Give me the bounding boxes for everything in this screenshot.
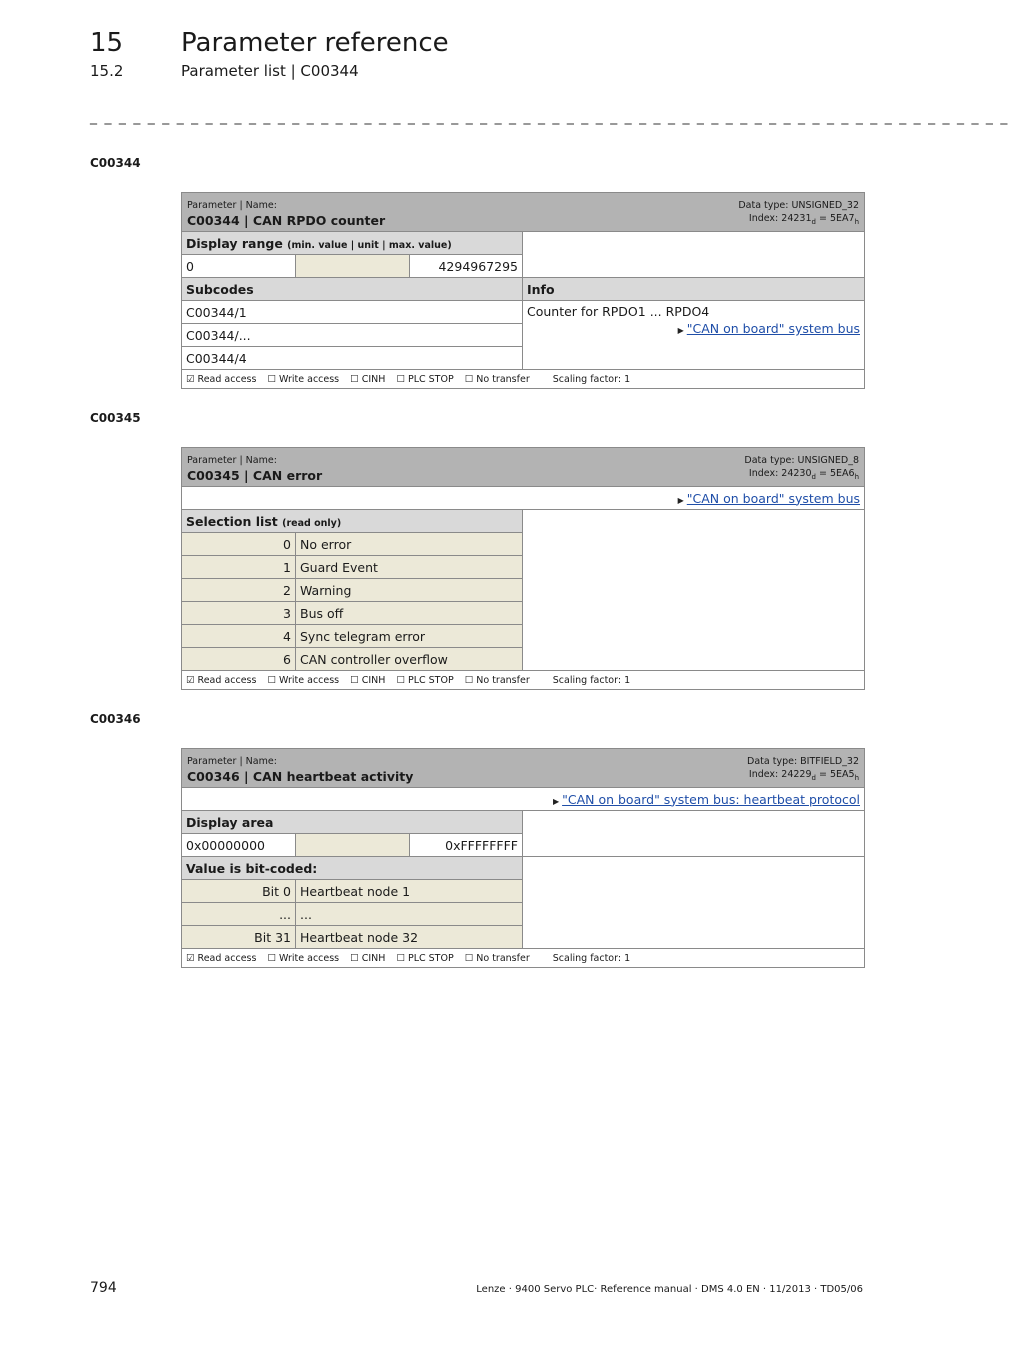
arrow-right-icon: ▶ (677, 326, 684, 335)
system-bus-link[interactable]: "CAN on board" system bus (686, 490, 861, 506)
param-name: C00345 | CAN error (187, 468, 323, 483)
param-table-c00346 (181, 748, 865, 968)
access-footer (182, 370, 865, 389)
section-number: 15.2 (90, 62, 124, 80)
subcode-item: C00344/4 (182, 347, 523, 370)
cinh-checkbox: ☐ CINH (350, 373, 386, 385)
system-bus-link[interactable]: "CAN on board" system bus (686, 321, 860, 336)
param-name-label: Parameter | Name: (187, 455, 277, 466)
min-value: 0x00000000 (182, 834, 296, 857)
max-value: 0xFFFFFFFF (410, 834, 523, 857)
info-cell (523, 301, 865, 370)
selection-list-label: Selection list (read only) (182, 510, 523, 533)
index: Index: $24230_d = 5EA6_h$ (748, 468, 860, 481)
link-row (182, 487, 865, 510)
chapter-title: Parameter reference (181, 28, 449, 58)
plc-stop-checkbox: ☐ PLC STOP (396, 952, 454, 964)
unit-value (296, 834, 410, 857)
selection-text: Bus off (296, 602, 523, 625)
selection-value: 0 (182, 533, 296, 556)
bit-number: Bit 0 (182, 880, 296, 903)
bit-description: Heartbeat node 1 (296, 880, 523, 903)
page-number: 794 (90, 1280, 117, 1296)
param-header (182, 193, 865, 232)
bit-description: ... (296, 903, 523, 926)
display-area-label: Display area (182, 811, 523, 834)
param-name-label: Parameter | Name: (187, 756, 277, 767)
cinh-checkbox: ☐ CINH (350, 674, 386, 686)
read-access-checkbox: ☑ Read access (186, 674, 257, 686)
bit-number: ... (182, 903, 296, 926)
param-name: C00346 | CAN heartbeat activity (187, 769, 414, 784)
no-transfer-checkbox: ☐ No transfer (464, 952, 530, 964)
selection-text: No error (296, 533, 523, 556)
data-type: Data type: BITFIELD_32 (747, 756, 859, 767)
write-access-checkbox: ☐ Write access (267, 373, 340, 385)
scaling-factor: Scaling factor: 1 (552, 952, 631, 964)
footer-text: Lenze · 9400 Servo PLC· Reference manual · DMS 4.0 EN · 11/2013 · TD05/06 (476, 1284, 863, 1295)
section-title: Parameter list | C00344 (181, 62, 359, 80)
unit-value (296, 255, 410, 278)
selection-text: Warning (296, 579, 523, 602)
min-value: 0 (182, 255, 296, 278)
selection-text: Guard Event (296, 556, 523, 579)
param-heading-c00346: C00346 (90, 712, 141, 726)
param-heading-c00344: C00344 (90, 156, 141, 170)
access-footer (182, 949, 865, 968)
read-access-checkbox: ☑ Read access (186, 373, 257, 385)
param-table-c00344 (181, 192, 865, 389)
arrow-right-icon: ▶ (552, 796, 560, 806)
selection-value: 6 (182, 648, 296, 671)
access-footer (182, 671, 865, 690)
write-access-checkbox: ☐ Write access (267, 674, 340, 686)
param-name: C00344 | CAN RPDO counter (187, 213, 386, 228)
selection-text: Sync telegram error (296, 625, 523, 648)
index: Index: $24229_d = 5EA5_h$ (748, 769, 859, 782)
empty-cell (523, 510, 865, 671)
read-access-checkbox: ☑ Read access (186, 952, 257, 964)
param-header (182, 749, 865, 788)
info-label: Info (523, 278, 865, 301)
link-row (182, 788, 865, 811)
selection-value: 2 (182, 579, 296, 602)
param-name-label: Parameter | Name: (187, 200, 277, 211)
subcode-item: C00344/1 (182, 301, 523, 324)
plc-stop-checkbox: ☐ PLC STOP (396, 373, 454, 385)
index: Index: $24231_d = 5EA7_h$ (748, 213, 859, 226)
param-table-c00345 (181, 447, 865, 690)
info-text: Counter for RPDO1 ... RPDO4 (527, 304, 710, 319)
bit-description: Heartbeat node 32 (296, 926, 523, 949)
param-heading-c00345: C00345 (90, 411, 141, 425)
empty-cell (523, 811, 865, 857)
chapter-number: 15 (90, 28, 124, 58)
no-transfer-checkbox: ☐ No transfer (464, 373, 530, 385)
cinh-checkbox: ☐ CINH (350, 952, 386, 964)
header-divider: _ _ _ _ _ _ _ _ _ _ _ _ _ _ _ _ _ _ _ _ _ _ _ _ _ _ _ _ _ _ _ _ _ _ _ _ _ _ _ _ _ _ _ _ _ _ _ _ _ _ _ _ _ _ _ _ _ _ _ _ _ _ _ _ (90, 109, 1009, 125)
max-value: 4294967295 (410, 255, 523, 278)
empty-cell (523, 857, 865, 949)
data-type: Data type: UNSIGNED_32 (738, 200, 859, 211)
subcode-item: C00344/... (182, 324, 523, 347)
param-header (182, 448, 865, 487)
selection-text: CAN controller overflow (296, 648, 523, 671)
scaling-factor: Scaling factor: 1 (552, 373, 631, 385)
no-transfer-checkbox: ☐ No transfer (464, 674, 530, 686)
arrow-right-icon: ▶ (677, 495, 684, 505)
bit-number: Bit 31 (182, 926, 296, 949)
subcodes-label: Subcodes (182, 278, 523, 301)
heartbeat-protocol-link[interactable]: "CAN on board" system bus: heartbeat protocol (562, 791, 860, 807)
bit-coded-label: Value is bit-coded: (182, 857, 523, 880)
empty-cell (523, 232, 865, 278)
selection-value: 3 (182, 602, 296, 625)
write-access-checkbox: ☐ Write access (267, 952, 340, 964)
plc-stop-checkbox: ☐ PLC STOP (396, 674, 454, 686)
scaling-factor: Scaling factor: 1 (552, 674, 631, 686)
display-range-label: Display range (min. value | unit | max. value) (182, 232, 523, 255)
data-type: Data type: UNSIGNED_8 (744, 455, 860, 466)
selection-value: 4 (182, 625, 296, 648)
selection-value: 1 (182, 556, 296, 579)
